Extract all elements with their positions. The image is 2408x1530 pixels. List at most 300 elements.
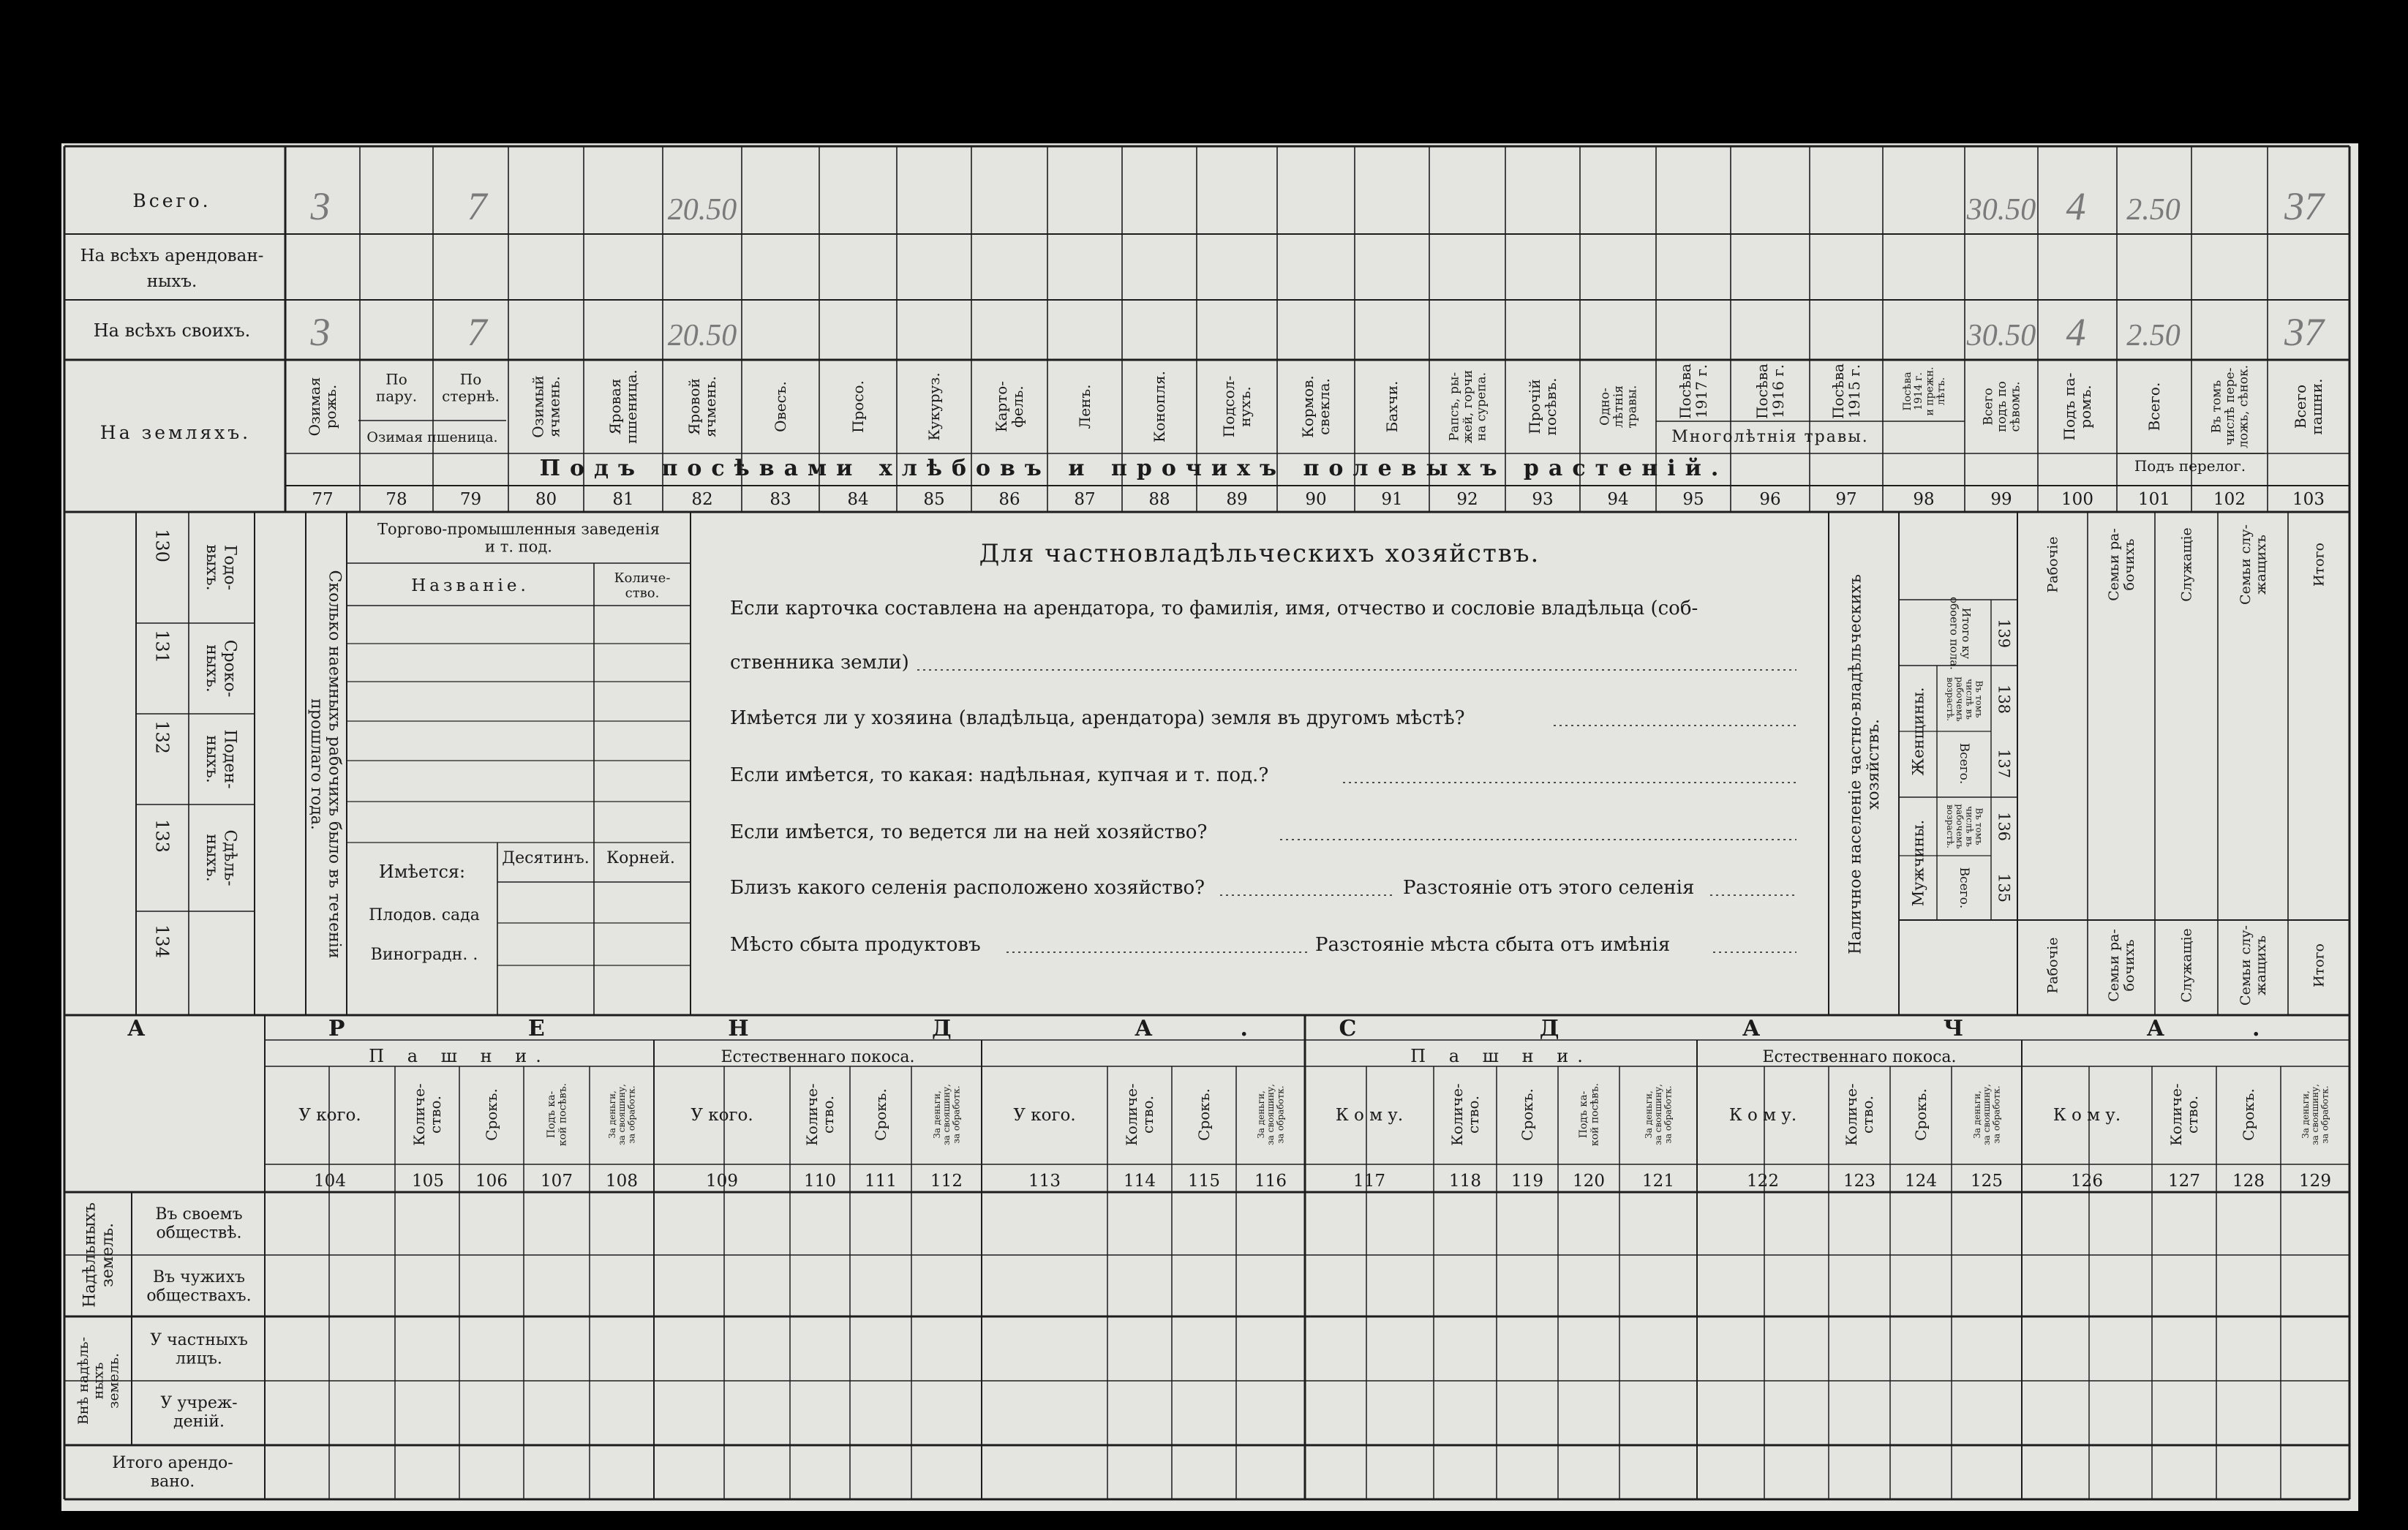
vertical-label-line: Наличное населеніе частно-владѣльческихъ: [1846, 574, 1865, 954]
pop-category-bottom: [2179, 928, 2195, 1003]
torg-qty-label: Количе-: [614, 570, 671, 586]
vertical-label-line: 138: [1995, 684, 2013, 715]
vertical-label-line: 131: [151, 630, 173, 663]
handwritten-value-vsego: 30.50: [1966, 193, 2036, 227]
column-number: 95: [1682, 490, 1704, 509]
sdacha-pashni: П а ш н и.: [1410, 1046, 1592, 1066]
row-v-svoem: Въ своемъ: [155, 1205, 243, 1224]
kolichestvo-label: [1448, 1083, 1482, 1145]
crop-header-94: [1598, 385, 1639, 429]
torg-name-label: Названіе.: [411, 576, 530, 595]
vertical-label-line: прошлаго года.: [307, 698, 326, 830]
crop-header-102: [2209, 365, 2251, 448]
vertical-label-line: ныхъ.: [203, 644, 222, 693]
pop-category-top: [2311, 543, 2328, 587]
crop-header-85: [925, 372, 943, 440]
column-number-bottom: 114: [1124, 1172, 1156, 1191]
column-number: 91: [1381, 490, 1403, 509]
crop-header-91: [1383, 381, 1401, 433]
vertical-label-line: Одно-: [1598, 388, 1613, 426]
crop-header-96: [1753, 363, 1787, 419]
vertical-label-line: Срокъ.: [483, 1088, 500, 1141]
handwritten-value-svoikh: 30.50: [1966, 319, 2036, 353]
korney-label: Корней.: [606, 849, 675, 867]
vertical-label-line: ныхъ.: [203, 834, 222, 882]
srok-label: [1912, 1088, 1930, 1141]
vertical-label-line: за свояшину,: [1982, 1084, 1993, 1145]
row-label-zemlyakh: На земляхъ.: [99, 422, 252, 443]
kolichestvo-label: [803, 1083, 837, 1145]
vertical-label-line: и прежн.: [1924, 366, 1936, 416]
vertical-label-line: Срокъ.: [1195, 1088, 1213, 1141]
vertical-label-line: за свояшину,: [1265, 1084, 1276, 1145]
vertical-label-line: жей, горчи: [1460, 369, 1475, 444]
vertical-label-line: ромъ.: [2077, 385, 2094, 429]
column-number: 88: [1148, 490, 1170, 509]
column-number-bottom: 126: [2071, 1172, 2103, 1191]
column-number-bottom: 128: [2232, 1172, 2265, 1191]
column-number: 81: [612, 490, 634, 509]
pop-category-top: [2106, 528, 2137, 601]
vertical-label-line: Количе-: [803, 1083, 821, 1146]
vertical-label-line: рабочемъ: [1954, 677, 1965, 722]
private-line-owner: Если карточка составлена на арендатора, то фамилія, имя, отчество и сословіе владѣльца (соб-: [730, 598, 1698, 619]
pod-perelog-label: Подъ перелог.: [2134, 457, 2246, 475]
vertical-label-line: Посѣва: [1677, 363, 1694, 419]
row-u-chastnykh: У частныхъ: [150, 1331, 248, 1350]
mnogoletnie-label: Многолѣтнія травы.: [1671, 428, 1869, 446]
column-number-bottom: 109: [706, 1172, 738, 1191]
vertical-label-line: Годо-: [220, 544, 239, 591]
column-number-bottom: 118: [1449, 1172, 1481, 1191]
crop-header-horizontal: По: [385, 370, 407, 388]
vertical-label-line: кой посѣвъ.: [1589, 1082, 1601, 1147]
vertical-label-line: пшеница.: [622, 369, 640, 444]
worker-type-label: [203, 729, 238, 788]
vertical-label-line: Поден-: [220, 729, 239, 789]
sdacha-banner: С Д А Ч А.: [1339, 1016, 2348, 1041]
crop-header-84: [849, 380, 867, 433]
worker-type-label: [203, 640, 238, 698]
group-first-col: К о м у.: [1728, 1106, 1797, 1125]
plodov-label: Плодов. сада: [369, 906, 480, 924]
handwritten-value-vsego: 37: [2284, 184, 2324, 228]
column-number-bottom: 107: [541, 1172, 573, 1191]
group-first-col: У кого.: [298, 1106, 361, 1125]
vertical-label-line: лѣтъ.: [1935, 377, 1947, 406]
vertical-label-line: за свояшину,: [1653, 1084, 1664, 1145]
vertical-label-line: Рабочіе: [2044, 536, 2061, 593]
column-number: 102: [2213, 490, 2246, 509]
za-dengi-label: [1972, 1084, 2001, 1145]
group-first-col: К о м у.: [1335, 1106, 1404, 1125]
vertical-label-line: 137: [1995, 748, 2013, 779]
crop-header-103: [2292, 379, 2325, 435]
vertical-label-line: за обработк.: [1275, 1085, 1286, 1144]
pop-total-label: [1948, 597, 1974, 670]
vertical-label-line: Кормов.: [1299, 375, 1317, 438]
pop-vsego-label: [1957, 743, 1971, 785]
handwritten-value-svoikh: 7: [467, 310, 487, 354]
vertical-label-line: 135: [1995, 873, 2013, 903]
vertical-label-line: сѣвомъ.: [2008, 381, 2023, 432]
vertical-label-line: выхъ.: [203, 544, 222, 591]
crop-header-83: [772, 381, 789, 432]
vertical-label-line: 1916 г.: [1769, 363, 1787, 419]
column-number-bottom: 105: [412, 1172, 444, 1191]
arenda-banner: А Р Е Н Д А.: [127, 1016, 1336, 1041]
vertical-label-line: Подъ па-: [2061, 372, 2078, 441]
column-number: 101: [2138, 490, 2170, 509]
column-number: 84: [847, 490, 869, 509]
arenda-pashni: П а ш н и.: [369, 1046, 550, 1066]
handwritten-value-svoikh: 2.50: [2126, 319, 2181, 353]
srok-label: [483, 1088, 500, 1141]
row-v-chuzhikh: Въ чужихъ: [153, 1268, 245, 1287]
za-dengi-label: [932, 1084, 961, 1145]
vertical-label-line: Семьи ра-: [2106, 528, 2123, 601]
column-number: 100: [2061, 490, 2093, 509]
vertical-label-line: Карто-: [993, 380, 1010, 433]
vertical-label-line: хозяйствъ.: [1864, 718, 1883, 810]
desyatin-label: Десятинъ.: [502, 849, 590, 867]
vertical-label-line: Кукуруз.: [925, 372, 943, 441]
pop-working-age-label: [1945, 677, 1984, 722]
torg-qty-label: ство.: [625, 585, 660, 601]
vertical-label-line: за свояшину,: [617, 1084, 628, 1145]
column-number: 93: [1532, 490, 1554, 509]
pop-category-bottom: [2106, 929, 2137, 1002]
column-number-bottom: 129: [2299, 1172, 2331, 1191]
crop-header-horizontal: стернѣ.: [442, 387, 500, 405]
za-dengi-label: [607, 1084, 636, 1145]
vertical-label-line: За деньги,: [1256, 1090, 1266, 1139]
vertical-label-line: нухъ.: [1236, 386, 1254, 427]
vertical-label-line: числѣ пере-: [2222, 367, 2238, 446]
worker-type-label: [203, 544, 238, 590]
vertical-label-line: Надѣльныхъ: [80, 1202, 99, 1308]
vertical-label-line: рабочемъ: [1954, 804, 1965, 849]
column-number-bottom: 115: [1188, 1172, 1220, 1191]
group-first-col: У кого.: [691, 1106, 753, 1125]
column-number-bottom: 112: [930, 1172, 963, 1191]
column-number-bottom: 113: [1028, 1172, 1061, 1191]
vertical-label-line: ячмень.: [701, 376, 719, 437]
vertical-label-line: свекла.: [1315, 378, 1333, 435]
pod-kakoy-label: [1578, 1083, 1600, 1146]
handwritten-value-svoikh: 4: [2066, 310, 2086, 354]
row-itogo-arendovano: вано.: [150, 1472, 195, 1491]
vertical-label-line: Озимый: [529, 375, 547, 438]
vertical-label-line: ныхъ: [90, 1362, 107, 1400]
hired-workers-vertical: [307, 570, 343, 958]
vertical-label-line: кой посѣвъ.: [557, 1082, 569, 1147]
vertical-label-line: Овесъ.: [772, 381, 789, 432]
column-number: 94: [1607, 490, 1629, 509]
handwritten-value-vsego: 7: [467, 184, 487, 228]
vertical-label-line: Срокъ.: [872, 1088, 889, 1141]
vertical-label-line: числѣ въ: [1964, 806, 1975, 847]
handwritten-value-vsego: 4: [2066, 184, 2086, 228]
vertical-label-line: травы.: [1625, 385, 1640, 429]
column-number-bottom: 120: [1573, 1172, 1605, 1191]
vertical-label-line: посѣвъ.: [1542, 377, 1559, 436]
vertical-label-line: ложь, сѣнок.: [2236, 364, 2251, 449]
vertical-label-line: ство.: [1139, 1096, 1156, 1134]
column-number-bottom: 110: [804, 1172, 836, 1191]
vertical-label-line: Женщины.: [1909, 687, 1927, 776]
pop-vsego-label: [1957, 867, 1971, 909]
pod-kakoy-label: [546, 1083, 568, 1146]
vertical-label-line: Срокъ.: [1519, 1088, 1536, 1141]
population-vertical: [1847, 574, 1883, 954]
vertical-label-line: Количе-: [1843, 1083, 1860, 1146]
row-u-uchrezhdeniy: У учреж-: [160, 1394, 238, 1413]
crop-header-86: [993, 381, 1026, 432]
column-number: 99: [1990, 490, 2012, 509]
vertical-label-line: 139: [1995, 618, 2013, 649]
column-number: 77: [312, 490, 334, 509]
vertical-label-line: подъ по: [1994, 381, 2009, 432]
vertical-label-line: ство.: [819, 1096, 837, 1134]
vertical-label-line: Подсол-: [1220, 375, 1238, 438]
vertical-label-line: 134: [151, 924, 173, 958]
crop-header-80: [530, 375, 563, 437]
private-line-market: Мѣсто сбыта продуктовъ: [730, 934, 981, 956]
handwritten-value-svoikh: 20.50: [667, 319, 737, 353]
vertical-label-line: Количе-: [1448, 1083, 1466, 1146]
row-number-139: [1995, 619, 2013, 648]
crop-header-89: [1220, 376, 1254, 438]
vertical-label-line: Семьи ра-: [2106, 929, 2123, 1002]
group-first-col: К о м у.: [2053, 1106, 2121, 1125]
vertical-label-line: за обработк.: [626, 1085, 637, 1144]
row-v-svoem: обществѣ.: [156, 1224, 242, 1243]
vertical-label-line: бочихъ: [2121, 939, 2138, 992]
zhenshchiny-label: [1909, 687, 1927, 776]
vertical-label-line: возрастѣ.: [1945, 804, 1955, 848]
srok-label: [872, 1088, 889, 1141]
pop-working-age-label: [1945, 804, 1984, 849]
vertical-label-line: Всего.: [1957, 867, 1972, 909]
vertical-label-line: ство.: [1464, 1096, 1482, 1134]
private-line-owner-2: ственника земли): [730, 652, 909, 674]
column-number-bottom: 121: [1642, 1172, 1674, 1191]
handwritten-value-vsego: 3: [310, 184, 331, 228]
column-number-bottom: 123: [1843, 1172, 1875, 1191]
vinogradn-label: Виноградн. .: [370, 946, 478, 964]
crop-header-77: [306, 377, 339, 437]
column-number-bottom: 124: [1905, 1172, 1937, 1191]
vertical-label-line: Всего: [1981, 388, 1996, 426]
row-number-133: [152, 819, 173, 853]
za-dengi-label: [1644, 1084, 1673, 1145]
vertical-label-line: Семьи слу-: [2238, 925, 2254, 1006]
vertical-label-line: за обработк.: [951, 1085, 962, 1144]
crop-header-87: [1076, 385, 1094, 429]
handwritten-value-vsego: 2.50: [2126, 193, 2181, 227]
row-itogo-arendovano: Итого арендо-: [112, 1454, 233, 1473]
sdacha-pokos: Естественнаго покоса.: [1762, 1048, 1957, 1066]
row-number-135: [1995, 873, 2013, 902]
column-number-bottom: 111: [865, 1172, 897, 1191]
vertical-label-line: За деньги,: [607, 1090, 617, 1139]
vertical-label-line: Итого ку: [1960, 607, 1973, 660]
vertical-label-line: 132: [151, 720, 173, 754]
muzhchiny-label: [1909, 820, 1927, 906]
crop-header-97: [1829, 363, 1863, 419]
private-line-market-distance: Разстояніе мѣста сбыта отъ имѣнія: [1315, 934, 1671, 956]
column-number: 79: [459, 490, 482, 509]
vertical-label-line: возрастѣ.: [1945, 677, 1955, 721]
private-line-farming: Если имѣется, то ведется ли на ней хозяйство?: [730, 821, 1208, 843]
crop-header-92: [1447, 370, 1489, 443]
vertical-label-line: Итого: [2311, 943, 2328, 987]
column-number: 89: [1226, 490, 1248, 509]
vertical-label-line: Просо.: [849, 380, 867, 433]
torg-title: Торгово-промышленныя заведенія: [377, 520, 660, 538]
vertical-label-line: Бахчи.: [1383, 380, 1401, 433]
vertical-label-line: Сроко-: [220, 639, 239, 698]
private-line-kind: Если имѣется, то какая: надѣльная, купчая и т. под.?: [730, 764, 1269, 786]
row-number-134: [152, 924, 173, 958]
vertical-label-line: Срокъ.: [1912, 1088, 1930, 1141]
column-number: 103: [2292, 490, 2325, 509]
kolichestvo-label: [1843, 1083, 1876, 1145]
vertical-label-line: Всего.: [1957, 742, 1972, 785]
column-number-bottom: 106: [475, 1172, 508, 1191]
vertical-label-line: 130: [151, 529, 173, 562]
vertical-label-line: Посѣва: [1753, 363, 1771, 419]
vertical-label-line: ячмень.: [545, 376, 563, 437]
arenda-pokos: Естественнаго покоса.: [720, 1048, 915, 1066]
column-number: 83: [770, 490, 791, 509]
vertical-label-line: Количе-: [2167, 1083, 2185, 1146]
row-number-136: [1995, 812, 2013, 841]
vertical-label-line: 136: [1995, 811, 2013, 842]
crop-header-horizontal: пару.: [375, 387, 418, 405]
kolichestvo-label: [410, 1083, 444, 1145]
row-u-chastnykh: лицъ.: [176, 1349, 222, 1368]
vertical-label-line: Количе-: [1123, 1083, 1140, 1146]
vertical-label-line: Итого: [2311, 543, 2328, 587]
vertical-label-line: за свояшину,: [2310, 1084, 2321, 1145]
row-v-chuzhikh: обществахъ.: [146, 1286, 252, 1305]
column-number: 85: [923, 490, 945, 509]
column-number: 80: [535, 490, 557, 509]
crop-header-95: [1677, 363, 1710, 419]
column-number-bottom: 127: [2168, 1172, 2200, 1191]
vertical-label-line: за свояшину,: [941, 1084, 952, 1145]
worker-type-label: [203, 829, 238, 886]
vertical-label-line: Яровая: [606, 378, 624, 435]
row-label-arend-2: ныхъ.: [146, 272, 197, 291]
vertical-label-line: ныхъ.: [203, 735, 222, 783]
torg-title: и т. под.: [485, 538, 552, 556]
vne-nadel-vertical: [75, 1337, 122, 1425]
vertical-label-line: 1914 г.: [1913, 372, 1925, 410]
vertical-label-line: земель.: [98, 1222, 117, 1288]
vertical-label-line: Сколько наемныхъ рабочихъ было въ теченіи: [325, 570, 344, 959]
private-line-village: Близъ какого селенія расположено хозяйство?: [730, 877, 1205, 899]
row-number-138: [1995, 685, 2013, 714]
vertical-label-line: Конопля.: [1151, 371, 1168, 442]
pop-category-top: [2179, 527, 2195, 602]
vertical-label-line: Всего: [2292, 384, 2309, 429]
srok-label: [1519, 1088, 1536, 1141]
vertical-label-line: за обработк.: [1663, 1085, 1674, 1144]
za-dengi-label: [2300, 1084, 2330, 1145]
vertical-label-line: За деньги,: [2300, 1090, 2311, 1139]
srok-label: [2240, 1088, 2257, 1141]
pop-category-bottom: [2238, 925, 2269, 1006]
vertical-label-line: Срокъ.: [2240, 1088, 2257, 1141]
row-label-vsego: Всего.: [132, 190, 211, 211]
vertical-label-line: Рабочіе: [2044, 937, 2061, 994]
row-number-130: [152, 529, 173, 562]
column-number: 90: [1305, 490, 1327, 509]
handwritten-value-svoikh: 3: [310, 310, 331, 354]
column-number-bottom: 125: [1971, 1172, 2003, 1191]
vertical-label-line: Количе-: [410, 1083, 428, 1146]
vertical-label-line: Посѣва: [1901, 372, 1914, 411]
crop-header-93: [1526, 378, 1559, 436]
vertical-label-line: Въ томъ: [1974, 807, 1984, 845]
vertical-label-line: Озимая: [306, 377, 323, 437]
vertical-label-line: Семьи слу-: [2238, 524, 2254, 605]
column-number: 97: [1835, 490, 1857, 509]
ozimaya-pshenitsa-label: Озимая пшеница.: [366, 429, 498, 445]
pod-posevami-banner: Подъ посѣвами хлѣбовъ и прочихъ полевыхъ растеній.: [539, 456, 1728, 481]
vertical-label-line: Подъ ка-: [1578, 1090, 1590, 1139]
vertical-label-line: Подъ ка-: [546, 1090, 558, 1139]
private-line-other-land: Имѣется ли у хозяина (владѣльца, арендатора) земля въ другомъ мѣстѣ?: [730, 707, 1465, 729]
vertical-label-line: Прочій: [1526, 379, 1543, 434]
row-label-arend: На всѣхъ арендован-: [80, 246, 264, 265]
vertical-label-line: 133: [151, 819, 173, 853]
column-number: 86: [998, 490, 1020, 509]
vertical-label-line: Мужчины.: [1909, 819, 1927, 907]
crop-header-101: [2145, 383, 2163, 432]
pop-category-top: [2045, 537, 2061, 593]
pop-category-bottom: [2045, 938, 2061, 994]
row-number-131: [152, 630, 173, 663]
private-farms-title: Для частновладѣльческихъ хозяйствъ.: [979, 539, 1540, 568]
crop-header-88: [1151, 371, 1168, 442]
vertical-label-line: Яровой: [685, 378, 703, 435]
group-first-col: У кого.: [1013, 1106, 1076, 1125]
vertical-label-line: Ленъ.: [1076, 384, 1094, 429]
kolichestvo-label: [2167, 1083, 2201, 1145]
private-line-distance: Разстояніе отъ этого селенія: [1403, 877, 1695, 899]
vertical-label-line: За деньги,: [1644, 1090, 1654, 1139]
vertical-label-line: рожь.: [322, 384, 339, 429]
row-u-uchrezhdeniy: деній.: [173, 1412, 225, 1431]
vertical-label-line: Внѣ надѣль-: [75, 1336, 91, 1425]
kolichestvo-label: [1123, 1083, 1156, 1145]
vertical-label-line: жащихъ: [2253, 935, 2270, 995]
nadel-vertical: [81, 1202, 117, 1308]
vertical-label-line: Въ томъ: [2209, 380, 2224, 434]
column-number-bottom: 108: [606, 1172, 638, 1191]
vertical-label-line: жащихъ: [2253, 535, 2270, 595]
crop-header-98: [1902, 366, 1947, 415]
vertical-label-line: на сурепа.: [1474, 372, 1489, 442]
column-number: 78: [385, 490, 407, 509]
crop-header-horizontal: По: [459, 370, 482, 388]
crop-header-81: [606, 369, 640, 444]
handwritten-value-svoikh: 37: [2284, 310, 2324, 354]
